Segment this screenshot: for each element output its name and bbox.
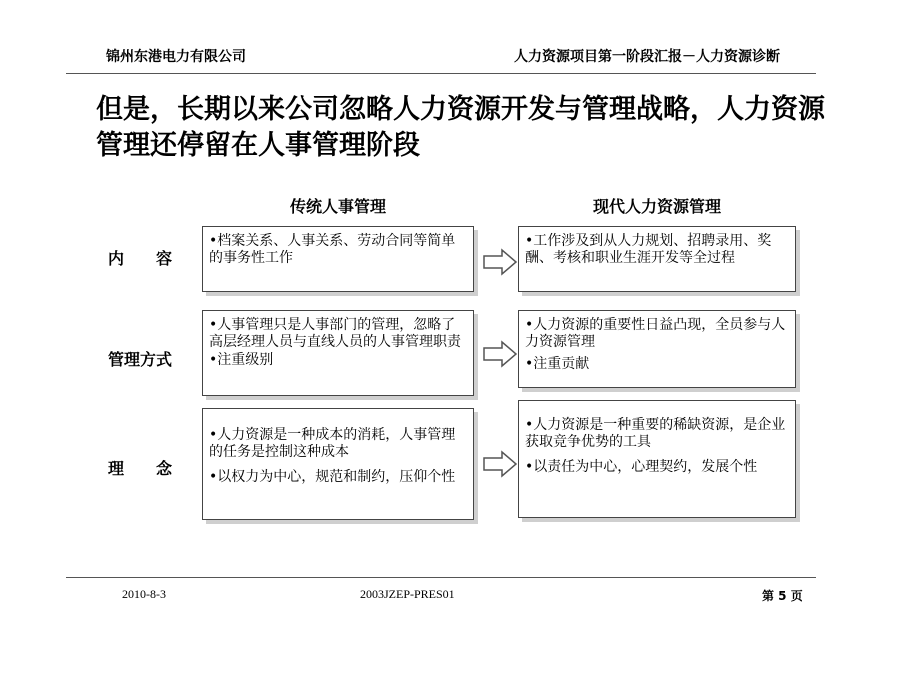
column-header-modern: 现代人力资源管理 <box>592 197 721 216</box>
footer-date: 2010-8-3 <box>122 587 166 601</box>
traditional-content-text: •档案关系、人事关系、劳动合同等简单的事务性工作 <box>209 233 456 266</box>
modern-management-text-2: •注重贡献 <box>525 356 590 372</box>
traditional-management-box <box>202 310 474 396</box>
modern-content-box <box>518 226 796 292</box>
arrow-right-icon <box>482 248 518 276</box>
modern-management-box <box>518 310 796 388</box>
traditional-philosophy-text-1: •人力资源是一种成本的消耗，人事管理的任务是控制这种成本 <box>209 427 456 460</box>
arrow-right-icon <box>482 340 518 368</box>
footer-divider <box>66 577 816 578</box>
traditional-management-text-2: •注重级别 <box>209 352 274 368</box>
page-number: 第 5 页 <box>762 589 803 603</box>
company-name: 锦州东港电力有限公司 <box>106 49 246 65</box>
row-label-management-style: 管理方式 <box>108 350 173 369</box>
column-header-traditional: 传统人事管理 <box>289 197 386 216</box>
modern-content-text: •工作涉及到从人力规划、招聘录用、奖酬、考核和职业生涯开发等全过程 <box>525 233 772 266</box>
header-divider <box>66 73 816 74</box>
modern-philosophy-text-1: •人力资源是一种重要的稀缺资源，是企业获取竞争优势的工具 <box>525 417 786 450</box>
footer-document-code: 2003JZEP-PRES01 <box>360 587 455 601</box>
project-title: 人力资源项目第一阶段汇报－人力资源诊断 <box>514 49 780 65</box>
arrow-right-icon <box>482 450 518 478</box>
modern-management-text-1: •人力资源的重要性日益凸现，全员参与人力资源管理 <box>525 317 786 350</box>
traditional-philosophy-text-2: •以权力为中心，规范和制约，压仰个性 <box>209 469 456 485</box>
traditional-management-text-1: •人事管理只是人事部门的管理，忽略了高层经理人员与直线人员的人事管理职责 <box>209 317 461 350</box>
modern-philosophy-box <box>518 400 796 518</box>
traditional-content-box <box>202 226 474 292</box>
row-label-philosophy: 理 念 <box>108 459 173 478</box>
modern-philosophy-text-2: •以责任为中心，心理契约，发展个性 <box>525 459 758 475</box>
slide-title: 但是，长期以来公司忽略人力资源开发与管理战略，人力资源管理还停留在人事管理阶段 <box>96 94 825 161</box>
traditional-philosophy-box <box>202 408 474 520</box>
row-label-content: 内 容 <box>108 249 173 268</box>
